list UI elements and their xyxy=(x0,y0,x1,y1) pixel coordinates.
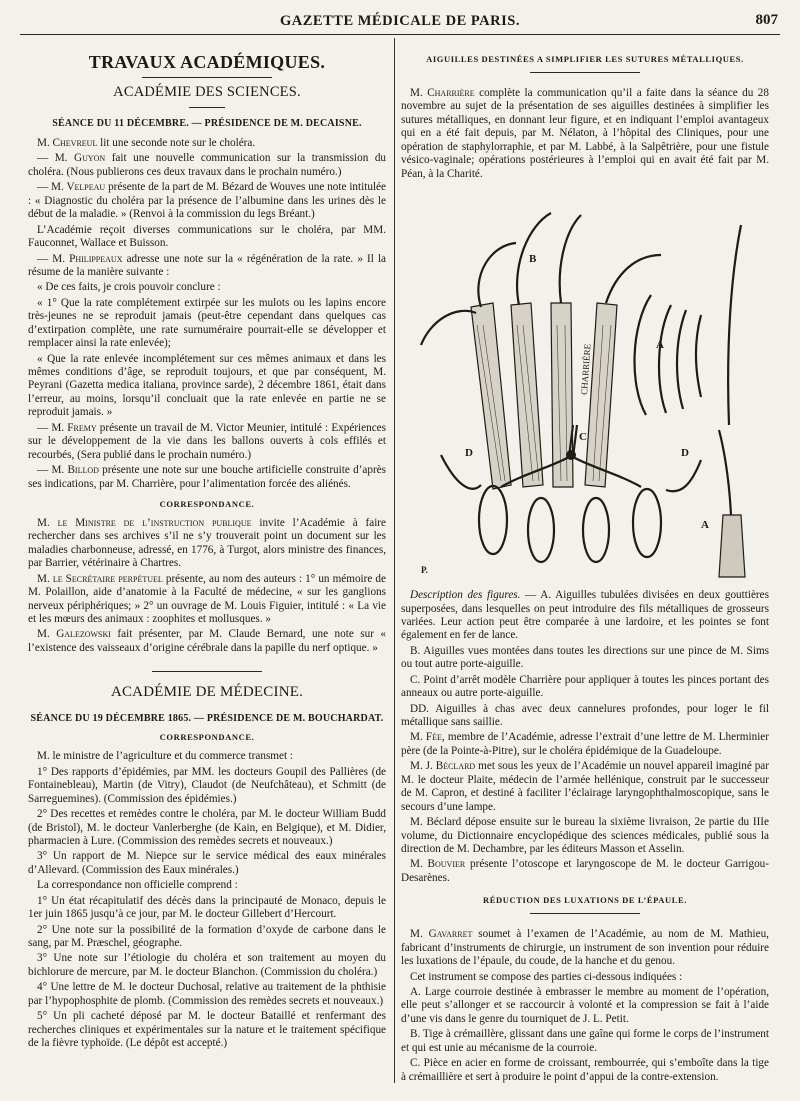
correspondance-heading-1: CORRESPONDANCE. xyxy=(159,498,255,509)
right-column xyxy=(401,38,769,1093)
paragraph: DD. Aiguilles à chas avec deux cannelures profondes, pour loger le fil métallique sans saillie. xyxy=(401,702,769,728)
engraver-signature: P. xyxy=(421,565,428,576)
figure-label-b: B xyxy=(529,253,537,266)
quote-paragraph: « 1° Que la rate complétement extirpée sur les mulots ou les lapins encore très-jeunes ne se reproduit jamais (peut-être cependant dans quelques cas d’extirpation complète, une rate surnuméraire pourrait-elle se développer et remplacer ainsi la rate enlevée); xyxy=(28,296,386,350)
pivot-screw xyxy=(566,450,576,460)
figure-label-a: A xyxy=(656,339,664,352)
speaker-name: M. Velpeau xyxy=(51,181,106,194)
figure-label-d: D xyxy=(465,447,473,460)
engraved-maker-mark: CHARRIÈRE xyxy=(579,343,593,396)
figure-label-c: C xyxy=(579,431,587,444)
speaker-name: M. Billod xyxy=(51,464,99,477)
needle-a xyxy=(635,295,651,415)
luxation-heading: RÉDUCTION DES LUXATIONS DE L’ÉPAULE. xyxy=(483,895,687,906)
seance-heading-1: SÉANCE DU 11 DÉCEMBRE. — PRÉSIDENCE DE M. DECAISNE. xyxy=(52,118,362,129)
heading-rule xyxy=(530,72,640,73)
sciences-paragraphs xyxy=(28,137,386,491)
quote-paragraph: « De ces faits, je crois pouvoir conclure : xyxy=(37,281,221,294)
paragraph: C. Pièce en acier en forme de croissant, rembourrée, qui s’emboîte dans la tige à crémaillière et sert à produire le point d’appui de la contre-extension. xyxy=(401,1057,769,1083)
paragraph: — M. Guyon fait une nouvelle communication sur la transmission du choléra. (Nous publierons ces deux travaux dans le prochain numéro.) xyxy=(28,152,386,178)
speaker-name: M. Guyon xyxy=(54,152,106,165)
paragraph: M. Gavarret soumet à l’examen de l’Académie, au nom de M. Mathieu, fabricant d’instruments de chirurgie, un instrument de son invention pour réduire les luxations de l’épaule, du coude, de la hanche et du genou. xyxy=(401,928,769,968)
paragraph: 5° Un pli cacheté déposé par M. le docteur Bataillé et renfermant des recherches cliniques et expérimentales sur la nature et le traitement spécifique de la fièvre typhoïde. (Le dépôt est accepté.) xyxy=(28,1010,386,1050)
paragraph: 2° Des recettes et remèdes contre le choléra, par M. le docteur William Budd (de Bristol), M. le docteur Vanlerberghe (de Kain, en Belgique), et M. Didier, pharmacien à Lure. (Commission des remèdes secrets et nouveaux.) xyxy=(28,808,386,847)
paragraph: C. Point d’arrêt modèle Charrière pour appliquer à toutes les pinces portant des anneaux ou autre porte-aiguille. xyxy=(401,673,769,700)
medecine-paragraphs xyxy=(28,750,386,1050)
correspondance-paragraphs xyxy=(28,517,386,655)
needle-a xyxy=(659,305,671,413)
needle-handle xyxy=(471,303,511,489)
speaker-name: M. Chevreul xyxy=(37,137,98,149)
paragraph: L’Académie reçoit diverses communications sur le choléra, par MM. Fauconnet, Wallace et Buisson. xyxy=(28,223,386,250)
figure-description: Description des figures. — A. Aiguilles tubulées divisées en deux gouttières superposées, dans lesquelles on peut introduire des fils métalliques de grosseurs variées. Leur action peut être comparée à une lardoire, et les pointes se font également en fer de lance. xyxy=(401,589,769,642)
quote-paragraph: « Que la rate enlevée incomplétement sur ces mêmes animaux et dans les mêmes conditions d’âge, se reproduit toujours, et que par conséquent, M. Peyrani (Gazetta medica italiana, province sarde), 2 décembre 1861, était dans l’erreur, au moins, lorsqu’il concluait que la rate enlevée en partie ne se reproduit jamais. » xyxy=(28,352,386,419)
paragraph: — M. Fremy présente un travail de M. Victor Meunier, intitulé : Expériences sur le développement de la vie dans les ballons ouverts à cols effilés et recourbés, (Sera publié dans le prochain numéro.) xyxy=(28,421,386,461)
needle-d xyxy=(666,460,701,491)
journal-title: GAZETTE MÉDICALE DE PARIS. xyxy=(280,13,520,29)
ring-handle xyxy=(583,498,609,562)
seance-heading-2: SÉANCE DU 19 DÉCEMBRE 1865. — PRÉSIDENCE DE M. BOUCHARDAT. xyxy=(30,713,384,725)
paragraph: B. Aiguilles vues montées dans toutes les directions sur une pince de M. Sims ou tout autre porte-aiguille. xyxy=(401,644,769,671)
needle-a xyxy=(696,315,701,397)
ring-handle xyxy=(528,498,554,562)
column-divider xyxy=(394,38,395,1083)
academy-medecine-heading: ACADÉMIE DE MÉDECINE. xyxy=(110,684,304,701)
speaker-name: M. Fée xyxy=(410,731,442,744)
paragraph: M. Chevreul lit une seconde note sur le choléra. xyxy=(37,137,256,149)
needle-a xyxy=(677,310,686,409)
curved-needle xyxy=(478,243,516,307)
speaker-name: M. Fremy xyxy=(51,421,97,434)
figure-label-a: A xyxy=(701,519,709,532)
page-number: 807 xyxy=(755,12,778,28)
speaker-name: M. le Secrétaire perpétuel xyxy=(37,572,163,585)
paragraph: 1° Des rapports d’épidémies, par MM. les docteurs Goupil des Pallières (de Fontainebleau), Martin (de Vitry), Claudot (de Neufchâteau), et Schmitt (de Sarreguemines). (Commission des épidémies.) xyxy=(28,765,386,805)
section-separator xyxy=(152,671,262,672)
paragraph: M. Bouvier présente l’otoscope et laryngoscope de M. le docteur Garrigou-Desarènes. xyxy=(401,858,769,884)
needle-d xyxy=(441,455,481,489)
paragraph: 3° Un rapport de M. Niepce sur le service médical des eaux minérales d’Allevard. (Commission des Eaux minérales.) xyxy=(28,850,386,876)
page-header xyxy=(20,4,780,35)
paragraph: B. Tige à crémaillère, glissant dans une gaîne qui forme le corps de l’instrument et qui est unie au mécanisme de la courroie. xyxy=(401,1028,769,1054)
needles-heading: AIGUILLES DESTINÉES A SIMPLIFIER LES SUTURES MÉTALLIQUES. xyxy=(426,54,744,64)
paragraph: — M. Philippeaux adresse une note sur la « régénération de la rate. » Il la résume de la manière suivante : xyxy=(28,252,386,278)
needle-a-tip xyxy=(719,430,731,515)
speaker-name: M. Bouvier xyxy=(410,858,466,871)
section-title: TRAVAUX ACADÉMIQUES. xyxy=(88,52,326,72)
curved-needle xyxy=(560,215,581,303)
academy-sciences-heading: ACADÉMIE DES SCIENCES. xyxy=(113,84,301,100)
needle-handle xyxy=(585,303,617,487)
speaker-name: M. J. Béclard xyxy=(410,760,476,773)
paragraph: M. le Secrétaire perpétuel présente, au nom des auteurs : 1° un mémoire de M. Polaillon, aide d’anatomie à la Faculté de médecine, « sur les ganglions nerveux périphériques; » 2° un ouvrage de M. Louis Figuier, intitulé : « La vie et les mœurs des animaux : zoophites et mollusques. » xyxy=(28,572,386,625)
paragraph: M. Fée, membre de l’Académie, adresse l’extrait d’une lettre de M. Lherminier père (de la Pointe-à-Pitre), sur le choléra épidémique de la Guadeloupe. xyxy=(401,731,769,757)
heading-rule xyxy=(189,107,225,108)
paragraph: Cet instrument se compose des parties ci-dessous indiquées : xyxy=(410,970,683,983)
speaker-name: M. Gavarret xyxy=(410,928,473,941)
ring-handle xyxy=(479,486,507,554)
title-underline xyxy=(142,77,272,78)
paragraph: M. Charrière complète la communication qu’il a faite dans la séance du 28 novembre au sujet de la présentation de ses aiguilles destinées à simplifier les sutures métalliques, en donnant leur figure, et en indiquant l’emploi avantageux qui en a été fait depuis, par M. Nélaton, à l’hôpital des Cliniques, pour une opération de staphylorraphie, et par M. Labbé, à la Salpêtrière, pour une fistule vésico-vaginale; opérations postérieures à l’emploi qui en avait été fait par M. Péan, à la Charité. xyxy=(401,87,769,180)
paragraph: A. Large courroie destinée à embrasser le membre au moment de l’opération, elle peut s’allonger et se raccourcir à volonté et la compression se fait à l’aide d’une vis dans le genre du tourniquet de J. L. Petit. xyxy=(401,986,769,1025)
paragraph: — M. Billod présente une note sur une bouche artificielle construite d’après ses indications, par M. Charrière, pour l’alimentation forcée des aliénés. xyxy=(28,464,386,490)
surgical-needles-illustration xyxy=(401,185,769,583)
ring-handle xyxy=(633,489,661,557)
paragraph: M. Béclard dépose ensuite sur le bureau la sixième livraison, 2e partie du IIIe volume, du Dictionnaire encyclopédique des sciences médicales, publié sous la direction de M. Dechambre, par les éditeurs Masson et Asselin. xyxy=(401,816,769,855)
needle-a-handle xyxy=(719,515,745,577)
speaker-name: M. le Ministre de l’instruction publique xyxy=(37,516,252,529)
paragraph: M. le ministre de l’agriculture et du commerce transmet : xyxy=(37,750,293,763)
speaker-name: M. Philippeaux xyxy=(52,252,123,265)
needles-figure xyxy=(401,185,769,583)
curved-needle xyxy=(606,255,661,303)
paragraph: M. Galezowski fait présenter, par M. Claude Bernard, une note sur « l’existence des vaisseaux d’origine cérébrale dans la papille du nerf optique. » xyxy=(28,628,386,654)
needle-handle xyxy=(511,303,543,487)
description-title: Description des figures. xyxy=(410,589,521,602)
needle-a-long xyxy=(728,225,741,425)
heading-rule xyxy=(530,913,640,914)
paragraph: 2° Une note sur la possibilité de la formation d’oxyde de carbone dans le sang, par M. Præschel, géographe. xyxy=(28,923,386,949)
paragraph: 4° Une lettre de M. le docteur Duchosal, relative au traitement de la phthisie par l’hypophosphite de plomb. (Commission des remèdes secrets et nouveaux.) xyxy=(28,981,386,1007)
paragraph: M. J. Béclard met sous les yeux de l’Académie un nouvel appareil imaginé par M. le docteur Plaite, médecin de l’armée hellénique, construit par le successeur de M. Capron, et destiné à faciliter l’éclairage laryngophthalmoscopique, sans le secours d’une lampe. xyxy=(401,760,769,813)
paragraph: La correspondance non officielle comprend : xyxy=(37,879,238,892)
speaker-name: M. Galezowski xyxy=(37,628,111,641)
paragraph: 3° Une note sur l’étiologie du choléra et son traitement au moyen du bichlorure de mercure, par M. le docteur Blanchon. (Commission du choléra.) xyxy=(28,952,386,978)
paragraph: 1° Un état récapitulatif des décès dans la principauté de Monaco, depuis le 1er juin 1865 jusqu’à ce jour, par M. le docteur Gillebert d’Hercourt. xyxy=(28,894,386,921)
correspondance-heading-2: CORRESPONDANCE. xyxy=(159,732,255,743)
left-column xyxy=(28,38,386,1093)
needle-left xyxy=(421,311,476,345)
speaker-name: M. Charrière xyxy=(410,87,475,99)
paragraph: M. le Ministre de l’instruction publique invite l’Académie à faire rechercher dans ses archives s’il ne s’y trouverait point un document sur les maladies charbonneuse, adressé, en 1776, à Turgot, alors ministre des finances, par Barrier, vétérinaire à Chartres. xyxy=(28,516,386,570)
figure-label-d: D xyxy=(681,447,689,460)
paragraph: — M. Velpeau présente de la part de M. Bézard de Wouves une note intitulée : « Diagnostic du choléra par la présence de l’albumine dans les urines dès le début de la maladie. » (Renvoi à la commission du legs Bréant.) xyxy=(28,181,386,221)
